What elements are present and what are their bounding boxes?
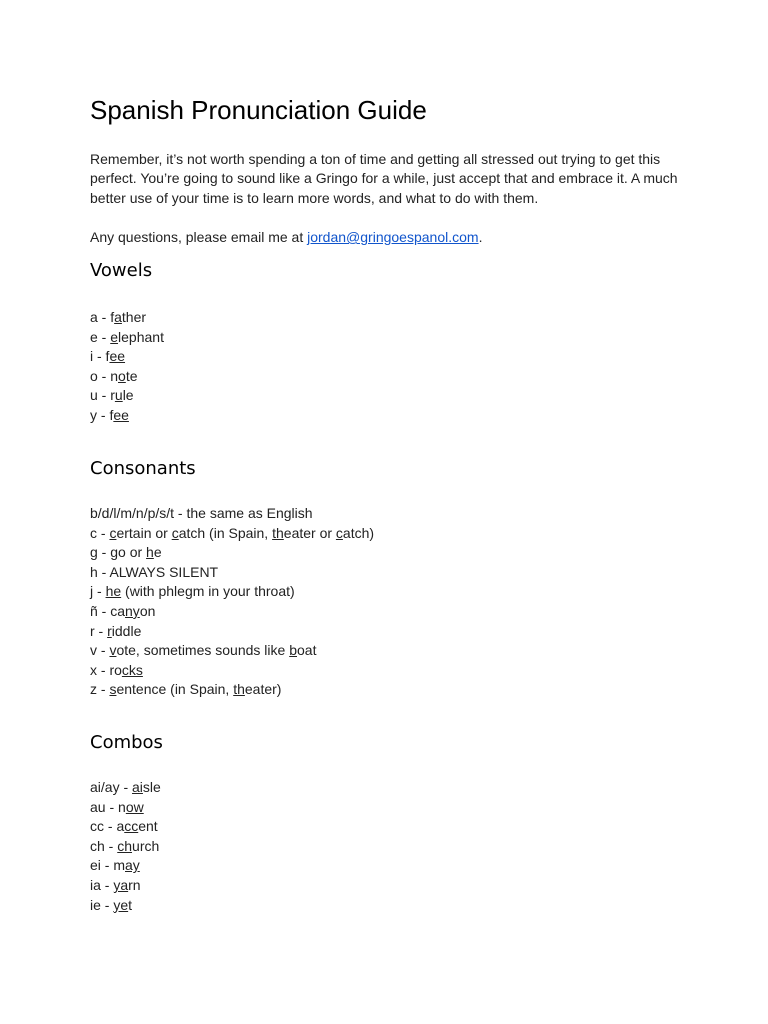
pronunciation-entry-consonant-v — [90, 641, 374, 661]
entry-text: t — [128, 896, 133, 913]
example-sound-underlined: ow — [125, 798, 144, 815]
entry-text: urch — [132, 837, 160, 854]
contact-prefix: Any questions, please email me at — [90, 229, 308, 245]
entry-text: x - ro — [90, 661, 122, 678]
pronunciation-entry-vowel-u — [90, 386, 164, 406]
entry-text: h - ALWAYS SILENT — [90, 563, 219, 580]
entry-text: z - — [90, 681, 110, 698]
pronunciation-entry-combo-cc — [90, 817, 161, 837]
entry-text: ei - m — [90, 857, 125, 874]
pronunciation-entry-vowel-y — [90, 406, 164, 426]
pronunciation-entry-combo-ch — [90, 837, 161, 857]
example-sound-underlined: ai — [132, 779, 143, 795]
entry-text: r - — [90, 622, 108, 639]
entry-text: ia - — [90, 876, 114, 893]
entry-text: e — [153, 544, 162, 561]
page-title: Spanish Pronunciation Guide — [90, 95, 427, 125]
entry-text: ertain or — [116, 524, 172, 541]
example-sound-underlined: c — [109, 524, 117, 541]
example-sound-underlined: th — [233, 681, 245, 698]
example-sound-underlined: g — [110, 544, 119, 561]
entry-text: entence (in Spain, — [116, 681, 234, 698]
entry-text: o or — [118, 544, 147, 561]
consonants-list — [90, 504, 374, 700]
entry-text: atch) — [342, 524, 375, 541]
pronunciation-entry-consonant-j — [90, 582, 374, 602]
example-sound-underlined: ee — [109, 348, 126, 365]
example-sound-underlined: r — [107, 622, 112, 639]
pronunciation-entry-consonant-h — [90, 563, 374, 583]
entry-text: sle — [142, 779, 161, 795]
entry-text: j - — [90, 583, 106, 600]
pronunciation-entry-vowel-e — [90, 328, 164, 348]
entry-text: e - — [90, 328, 111, 345]
example-sound-underlined: ch — [117, 837, 133, 854]
entry-text: au - n — [90, 798, 126, 815]
pronunciation-entry-combo-ei — [90, 856, 161, 876]
entry-text: iddle — [111, 622, 142, 639]
example-sound-underlined: ya — [113, 876, 129, 893]
pronunciation-entry-combo-au — [90, 798, 161, 818]
pronunciation-entry-consonant-bdlmnpst — [90, 504, 374, 524]
example-sound-underlined: ay — [125, 857, 140, 874]
entry-text: y - f — [90, 406, 114, 423]
entry-text: eater) — [244, 681, 282, 698]
email-link[interactable]: jordan@gringoespanol.com — [307, 229, 479, 245]
example-sound-underlined: b — [289, 642, 297, 659]
pronunciation-entry-consonant-r — [90, 622, 374, 642]
pronunciation-entry-consonant-c — [90, 524, 374, 544]
pronunciation-entry-vowel-i — [90, 347, 164, 367]
pronunciation-entry-consonant-x — [90, 661, 374, 681]
example-sound-underlined: v — [109, 642, 117, 659]
entry-text: cc - a — [90, 818, 125, 835]
example-sound-underlined: e — [110, 328, 119, 345]
vowels-list — [90, 308, 164, 426]
pronunciation-entry-consonant-g — [90, 543, 374, 563]
entry-text: ch - — [90, 837, 118, 854]
entry-text: ote, sometimes sounds like — [116, 642, 290, 659]
entry-text: u - r — [90, 387, 115, 404]
pronunciation-entry-combo-ie — [90, 896, 161, 916]
entry-text: oat — [297, 642, 317, 659]
entry-text: ther — [121, 309, 147, 325]
entry-text: o - n — [90, 367, 119, 384]
example-sound-underlined: c — [335, 524, 343, 541]
example-sound-underlined: cc — [124, 818, 139, 835]
entry-text: rn — [128, 876, 141, 893]
entry-text: (with phlegm in your throat) — [121, 583, 295, 600]
example-sound-underlined: a — [114, 309, 122, 325]
example-sound-underlined: c — [171, 524, 179, 541]
entry-text: ent — [138, 818, 158, 835]
combos-list — [90, 778, 161, 915]
consonants-heading: Consonants — [90, 458, 196, 479]
pronunciation-entry-combo-ai-ay — [90, 778, 161, 798]
example-sound-underlined: u — [114, 387, 123, 404]
intro-paragraph: Remember, it’s not worth spending a ton of time and getting all stressed out trying to get this perfect. You’re going to sound like a Gringo for a while, just accept that and embrace it. A much better use of your time is to learn more words, and what to do with them. — [90, 151, 678, 206]
entry-text: ie - — [90, 896, 114, 913]
pronunciation-entry-combo-ia — [90, 876, 161, 896]
entry-text: te — [125, 367, 138, 384]
example-sound-underlined: ny — [125, 602, 140, 619]
pronunciation-entry-vowel-a — [90, 308, 164, 328]
example-sound-underlined: ee — [113, 406, 129, 423]
entry-text: le — [122, 387, 134, 404]
entry-text: ai/ay - — [90, 779, 133, 795]
entry-text: i - f — [90, 348, 110, 365]
vowels-heading: Vowels — [90, 260, 153, 281]
entry-text: g - — [90, 544, 111, 561]
entry-text: b/d/l/m/n/p/s/t - the same as English — [90, 505, 313, 521]
example-sound-underlined: th — [272, 524, 284, 541]
entry-text: c - — [90, 524, 110, 541]
example-sound-underlined: cks — [121, 661, 143, 678]
entry-text: lephant — [118, 328, 164, 345]
entry-text: eater or — [283, 524, 336, 541]
entry-text: ñ - ca — [90, 602, 126, 619]
example-sound-underlined: s — [109, 681, 117, 698]
example-sound-underlined: o — [118, 367, 126, 384]
example-sound-underlined: he — [105, 583, 122, 600]
entry-text: v - — [90, 642, 110, 659]
pronunciation-entry-consonant-z — [90, 680, 374, 700]
combos-heading: Combos — [90, 732, 163, 753]
entry-text: on — [139, 602, 156, 619]
pronunciation-entry-consonant-enye — [90, 602, 374, 622]
contact-suffix: . — [478, 229, 483, 245]
pronunciation-entry-vowel-o — [90, 367, 164, 387]
contact-line — [90, 228, 482, 247]
example-sound-underlined: ye — [113, 896, 129, 913]
example-sound-underlined: h — [146, 544, 154, 561]
entry-text: a - f — [90, 309, 115, 325]
entry-text: atch (in Spain, — [178, 524, 273, 541]
